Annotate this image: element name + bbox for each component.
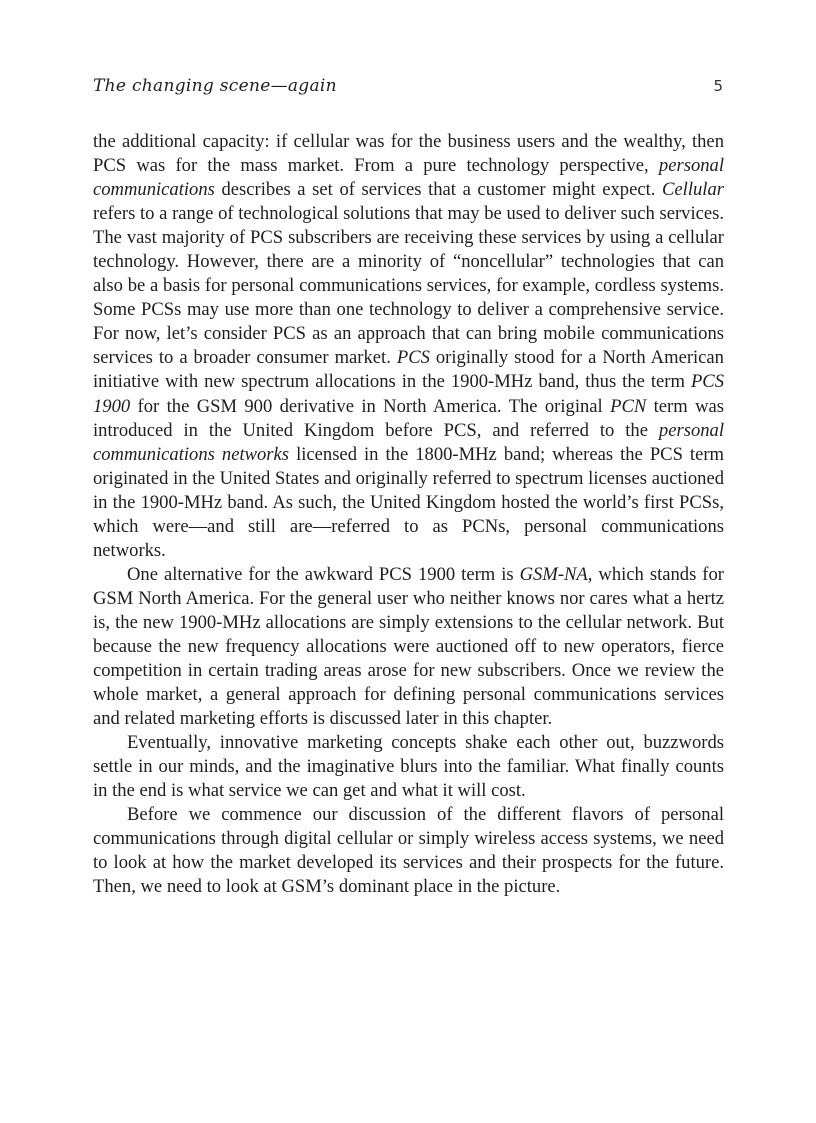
- running-head-title: The changing scene—again: [93, 76, 337, 96]
- italic-text-run: personal communications: [93, 155, 724, 201]
- italic-text-run: PCS 1900: [93, 371, 724, 417]
- text-run: licensed in the 1800-MHz band; whereas the PCS term originated in the United States and originally referred to spectrum licenses auctioned in the 1900-MHz band. As such, the United Kingdom hosted the world’s first PCSs, which were—and still are—referred to as PCNs, personal communications networks.: [93, 443, 724, 561]
- text-run: , which stands for GSM North America. For the general user who neither knows nor cares what a hertz is, the new 1900-MHz allocations are simply extensions to the cellular network. But because the new frequency allocations were auctioned off to new operators, fierce competition in certain trading areas arose for new subscribers. Once we review the whole market, a general approach for defining personal communications services and related marketing efforts is discussed later in this chapter.: [93, 563, 724, 730]
- italic-text-run: Cellular: [662, 179, 724, 201]
- paragraph-3: [93, 731, 724, 803]
- text-run: One alternative for the awkward PCS 1900 term is: [127, 563, 520, 585]
- text-run: describes a set of services that a customer might expect.: [214, 179, 663, 201]
- body-text: [93, 130, 724, 900]
- italic-text-run: personal communications networks: [93, 419, 724, 465]
- text-run: Before we commence our discussion of the different flavors of personal communications through digital cellular or simply wireless access systems, we need to look at how the market developed its services and their prospects for the future. Then, we need to look at GSM’s dominant place in the picture.: [93, 804, 724, 898]
- italic-text-run: PCS: [396, 347, 430, 369]
- page-number: 5: [713, 77, 723, 95]
- book-page: [93, 76, 724, 900]
- text-run: refers to a range of technological solutions that may be used to deliver such services. The vast majority of PCS subscribers are receiving these services by using a cellular technology. However, there are a minority of “noncellular” technologies that can also be a basis for personal communications services, for example, cordless systems. Some PCSs may use more than one technology to deliver a comprehensive service. For now, let’s consider PCS as an approach that can bring mobile communications services to a broader consumer market.: [93, 203, 724, 369]
- text-run: Eventually, innovative marketing concepts shake each other out, buzzwords settle in our minds, and the imaginative blurs into the familiar. What finally counts in the end is what service we can get and what it will cost.: [93, 732, 724, 802]
- text-run: the additional capacity: if cellular was for the business users and the wealthy, then PCS was for the mass market. From a pure technology perspective,: [93, 131, 724, 177]
- paragraph-2: [93, 563, 724, 731]
- italic-text-run: PCN: [610, 395, 647, 417]
- paragraph-1: [93, 130, 724, 563]
- italic-text-run: GSM-NA: [519, 563, 588, 585]
- paragraph-4: [93, 803, 724, 899]
- running-head: [93, 76, 724, 106]
- text-run: for the GSM 900 derivative in North America. The original: [130, 395, 611, 417]
- text-run: originally stood for a North American initiative with new spectrum allocations in the 1900-MHz band, thus the term: [93, 347, 724, 393]
- text-run: term was introduced in the United Kingdom before PCS, and referred to the: [93, 395, 724, 441]
